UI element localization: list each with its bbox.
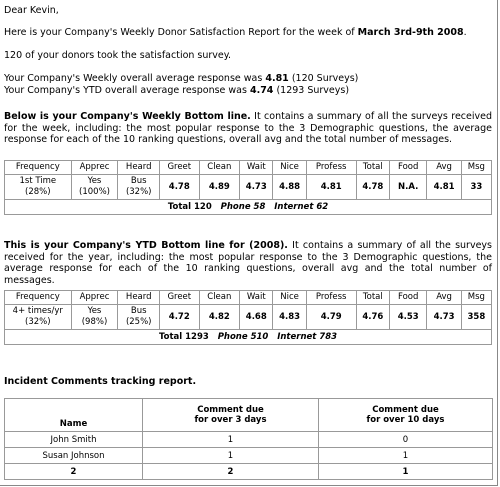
- column-header: Total: [356, 161, 389, 175]
- column-header: Profess: [306, 161, 356, 175]
- heard-cell: Bus (25%): [118, 305, 160, 330]
- due-3-days-cell: 1: [143, 448, 319, 464]
- greeting: Dear Kevin,: [4, 5, 59, 16]
- frequency-cell: 4+ times/yr (32%): [5, 305, 72, 330]
- wait-cell: 4.68: [240, 305, 273, 330]
- donors-line: 120 of your donors took the satisfaction survey.: [4, 50, 232, 61]
- table-total-row: [5, 464, 493, 480]
- column-header: Nice: [273, 291, 306, 305]
- column-header: Total: [356, 291, 389, 305]
- ytd-section-heading: This is your Company's YTD Bottom line for (2008).: [4, 240, 288, 251]
- table-row: [5, 432, 493, 448]
- total-3-days-cell: 2: [143, 464, 319, 480]
- table-header-row: [5, 399, 493, 432]
- name-cell: Susan Johnson: [5, 448, 143, 464]
- frequency-cell: 1st Time (28%): [5, 175, 72, 200]
- column-header: Msg: [461, 161, 491, 175]
- msg-cell: 358: [461, 305, 491, 330]
- column-header: Msg: [461, 291, 491, 305]
- incident-report-title: Incident Comments tracking report.: [4, 376, 197, 387]
- column-header-3-days: Comment due for over 3 days: [143, 399, 319, 432]
- weekly-section-text: Below is your Company's Weekly Bottom line. It contains a summary of all the surveys received for the week, including: the most popular response to the 3 Demographic questions, the average response for each of the 10 ranking questions, overall avg and the total number of messages.: [4, 111, 492, 145]
- avg-cell: 4.73: [427, 305, 461, 330]
- incident-comments-table: [4, 398, 493, 480]
- column-header: Clean: [199, 291, 240, 305]
- column-header: Apprec: [71, 291, 118, 305]
- profess-cell: 4.81: [306, 175, 356, 200]
- weekly-section-heading: Below is your Company's Weekly Bottom line.: [4, 111, 251, 122]
- due-10-days-cell: 0: [319, 432, 493, 448]
- table-total-row: [5, 330, 492, 345]
- weekly-average-line: Your Company's Weekly overall average response was 4.81 (120 Surveys): [4, 73, 359, 84]
- column-header: Nice: [273, 161, 306, 175]
- due-10-days-cell: 1: [319, 448, 493, 464]
- column-header: Greet: [160, 161, 200, 175]
- table-total-row: [5, 200, 492, 215]
- total-10-days-cell: 1: [319, 464, 493, 480]
- column-header: Frequency: [5, 291, 72, 305]
- food-cell: 4.53: [389, 305, 426, 330]
- column-header: Profess: [306, 291, 356, 305]
- column-header-name: Name: [5, 399, 143, 432]
- ytd-bottom-line-table: [4, 290, 492, 345]
- totals-cell: Total 120 Phone 58 Internet 62: [5, 200, 492, 215]
- column-header: Clean: [199, 161, 240, 175]
- apprec-cell: Yes (100%): [71, 175, 118, 200]
- avg-cell: 4.81: [427, 175, 461, 200]
- table-header-row: [5, 291, 492, 305]
- weekly-average-value: 4.81: [265, 73, 289, 84]
- column-header: Food: [389, 161, 426, 175]
- ytd-average-line: Your Company's YTD overall average response was 4.74 (1293 Surveys): [4, 85, 350, 96]
- nice-cell: 4.88: [273, 175, 306, 200]
- column-header: Greet: [160, 291, 200, 305]
- greet-cell: 4.78: [160, 175, 200, 200]
- total-cell: 4.76: [356, 305, 389, 330]
- column-header: Frequency: [5, 161, 72, 175]
- clean-cell: 4.89: [199, 175, 240, 200]
- clean-cell: 4.82: [199, 305, 240, 330]
- total-cell: 4.78: [356, 175, 389, 200]
- table-row: [5, 305, 492, 330]
- total-count-cell: 2: [5, 464, 143, 480]
- food-cell: N.A.: [389, 175, 426, 200]
- profess-cell: 4.79: [306, 305, 356, 330]
- table-row: [5, 175, 492, 200]
- due-3-days-cell: 1: [143, 432, 319, 448]
- msg-cell: 33: [461, 175, 491, 200]
- table-header-row: [5, 161, 492, 175]
- weekly-bottom-line-table: [4, 160, 492, 215]
- column-header: Wait: [240, 161, 273, 175]
- column-header: Food: [389, 291, 426, 305]
- wait-cell: 4.73: [240, 175, 273, 200]
- report-week: March 3rd-9th 2008: [357, 27, 464, 38]
- heard-cell: Bus (32%): [118, 175, 160, 200]
- column-header: Heard: [118, 291, 160, 305]
- column-header: Apprec: [71, 161, 118, 175]
- intro-line: Here is your Company's Weekly Donor Satisfaction Report for the week of March 3rd-9th 2008.: [4, 27, 467, 38]
- column-header: Wait: [240, 291, 273, 305]
- column-header: Avg: [427, 161, 461, 175]
- name-cell: John Smith: [5, 432, 143, 448]
- ytd-section-text: This is your Company's YTD Bottom line for (2008). It contains a summary of all the surveys received for the year, including: the most popular response to the 3 Demographic questions, the average response for each of the 10 ranking questions, overall avg and the total number of messages.: [4, 240, 493, 286]
- column-header: Avg: [427, 291, 461, 305]
- column-header: Heard: [118, 161, 160, 175]
- table-row: [5, 448, 493, 464]
- totals-cell: Total 1293 Phone 510 Internet 783: [5, 330, 492, 345]
- nice-cell: 4.83: [273, 305, 306, 330]
- greet-cell: 4.72: [160, 305, 200, 330]
- column-header-10-days: Comment due for over 10 days: [319, 399, 493, 432]
- apprec-cell: Yes (98%): [71, 305, 118, 330]
- ytd-average-value: 4.74: [249, 85, 274, 96]
